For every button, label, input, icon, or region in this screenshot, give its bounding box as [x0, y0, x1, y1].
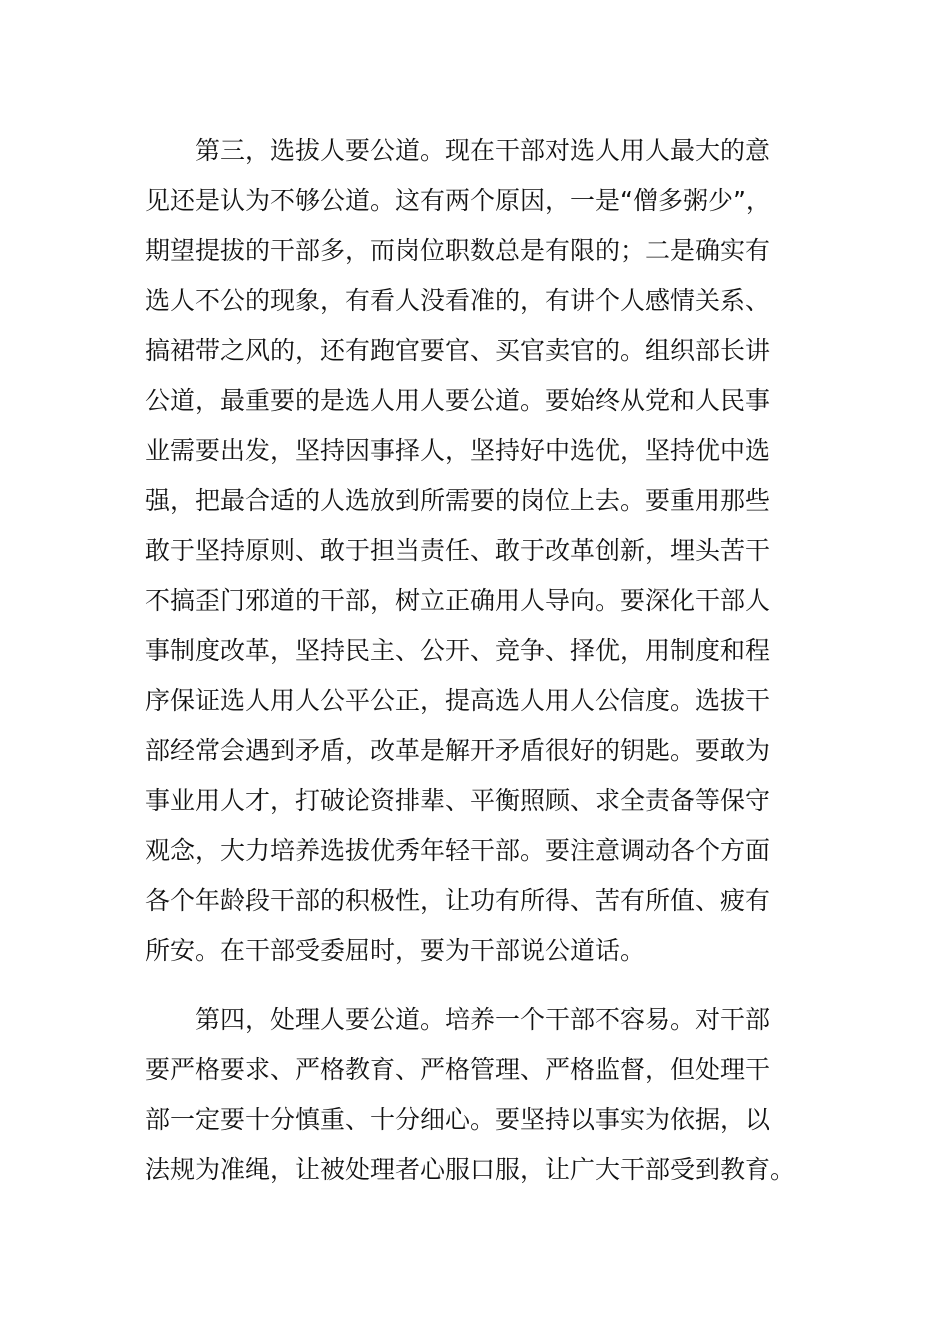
paragraph-line: 事制度改革，坚持民主、公开、竞争、择优，用制度和程	[145, 636, 771, 665]
paragraph-fourth	[145, 995, 795, 1195]
paragraph-line: 要严格要求、严格教育、严格管理、严格监督，但处理干	[145, 1055, 771, 1084]
paragraph-line: 强，把最合适的人选放到所需要的岗位上去。要重用那些	[145, 486, 771, 515]
paragraph-line: 序保证选人用人公平公正，提高选人用人公信度。选拔干	[145, 686, 771, 715]
paragraph-line: 业需要出发，坚持因事择人，坚持好中选优，坚持优中选	[145, 436, 771, 465]
paragraph-line: 部一定要十分慎重、十分细心。要坚持以事实为依据，以	[145, 1105, 771, 1134]
paragraph-third	[145, 126, 795, 976]
paragraph-line: 所安。在干部受委屈时，要为干部说公道话。	[145, 936, 646, 965]
paragraph-line: 公道，最重要的是选人用人要公道。要始终从党和人民事	[145, 386, 771, 415]
paragraph-line: 选人不公的现象，有看人没看准的，有讲个人感情关系、	[145, 286, 771, 315]
paragraph-line: 各个年龄段干部的积极性，让功有所得、苦有所值、疲有	[145, 886, 771, 915]
paragraph-line: 法规为准绳，让被处理者心服口服，让广大干部受到教育。	[145, 1155, 796, 1184]
paragraph-line: 搞裙带之风的，还有跑官要官、买官卖官的。组织部长讲	[145, 336, 771, 365]
paragraph-line: 敢于坚持原则、敢于担当责任、敢于改革创新，埋头苦干	[145, 536, 771, 565]
paragraph-line: 第三，选拔人要公道。现在干部对选人用人最大的意	[195, 136, 771, 165]
paragraph-line: 观念，大力培养选拔优秀年轻干部。要注意调动各个方面	[145, 836, 771, 865]
paragraph-line: 事业用人才，打破论资排辈、平衡照顾、求全责备等保守	[145, 786, 771, 815]
paragraph-line: 第四，处理人要公道。培养一个干部不容易。对干部	[195, 1005, 771, 1034]
paragraph-line: 期望提拔的干部多，而岗位职数总是有限的；二是确实有	[145, 236, 771, 265]
paragraph-line: 部经常会遇到矛盾，改革是解开矛盾很好的钥匙。要敢为	[145, 736, 771, 765]
paragraph-line: 见还是认为不够公道。这有两个原因，一是“僧多粥少”，	[145, 186, 771, 215]
paragraph-line: 不搞歪门邪道的干部，树立正确用人导向。要深化干部人	[145, 586, 771, 615]
